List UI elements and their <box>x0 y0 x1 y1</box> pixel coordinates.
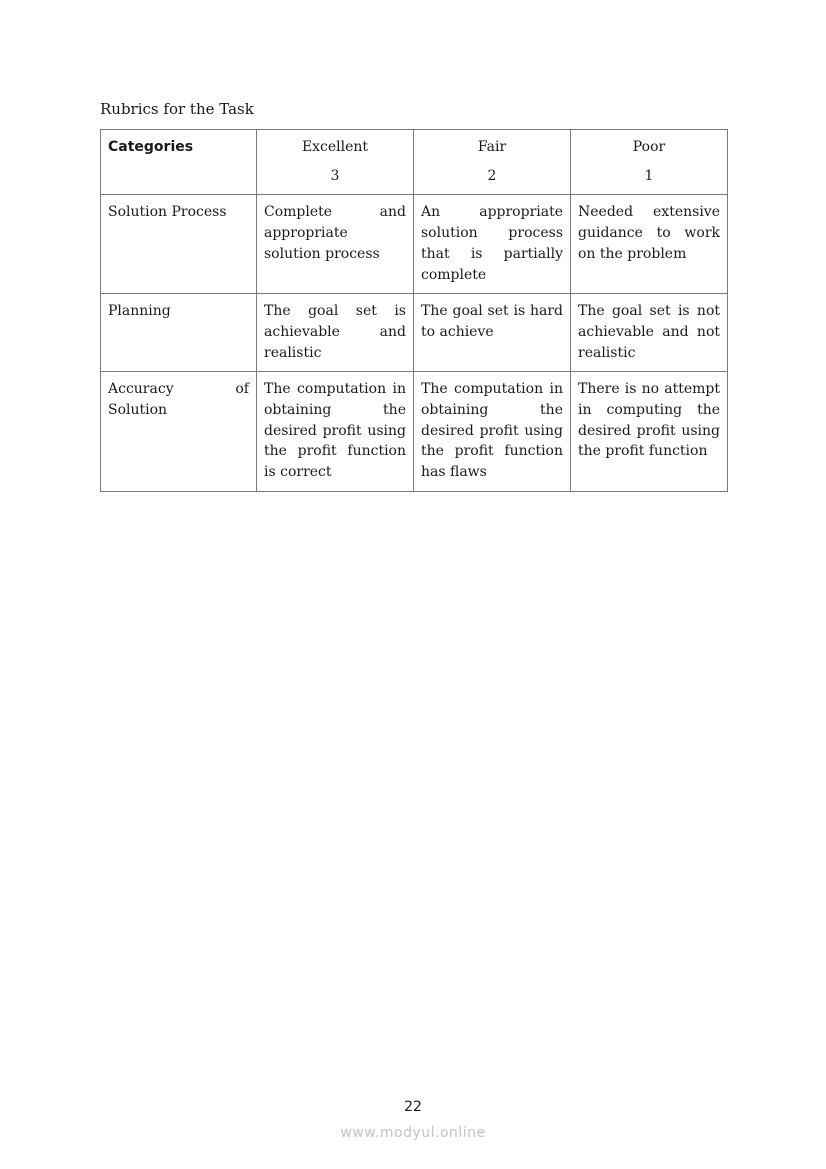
table-row <box>101 372 728 492</box>
header-level-fair <box>414 130 571 195</box>
table-caption: Rubrics for the Task <box>100 100 254 118</box>
cell-excellent: The computation in obtaining the desired profit using the profit function is correct <box>257 372 414 492</box>
cell-poor: Needed extensive guidance to work on the problem <box>571 195 728 294</box>
watermark: www.modyul.online <box>340 1125 486 1141</box>
header-categories: Categories <box>101 130 257 195</box>
cell-excellent: The goal set is achievable and realistic <box>257 294 414 372</box>
cell-poor: The goal set is not achievable and not realistic <box>571 294 728 372</box>
level-score: 3 <box>330 167 340 184</box>
row-category: Planning <box>101 294 257 372</box>
rubric-header-row <box>101 130 728 195</box>
level-score: 1 <box>644 167 654 184</box>
level-name: Excellent <box>301 139 369 155</box>
row-category: Accuracy of Solution <box>101 372 257 492</box>
level-name: Poor <box>632 139 666 155</box>
level-name: Fair <box>477 139 507 155</box>
cell-excellent: Complete and appropriate solution process <box>257 195 414 294</box>
table-row <box>101 195 728 294</box>
level-score: 2 <box>487 167 497 184</box>
cell-fair: An appropriate solution process that is partially complete <box>414 195 571 294</box>
page-number: 22 <box>404 1099 422 1115</box>
cell-fair: The computation in obtaining the desired profit using the profit function has flaws <box>414 372 571 492</box>
header-level-poor <box>571 130 728 195</box>
cell-poor: There is no attempt in computing the desired profit using the profit function <box>571 372 728 492</box>
table-row <box>101 294 728 372</box>
cell-fair: The goal set is hard to achieve <box>414 294 571 372</box>
row-category: Solution Process <box>101 195 257 294</box>
rubric-table <box>100 129 728 492</box>
header-level-excellent <box>257 130 414 195</box>
